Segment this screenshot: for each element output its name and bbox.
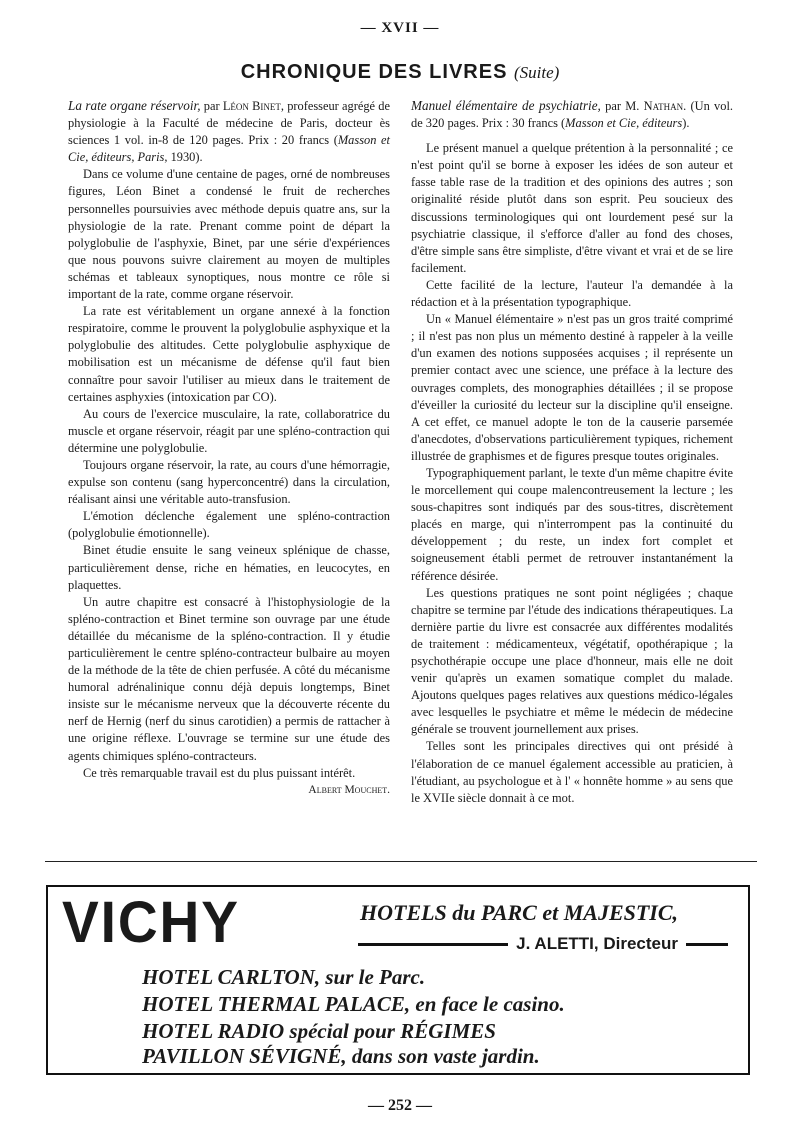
advertisement [46, 885, 750, 1075]
divider [45, 861, 757, 862]
paragraph: Le présent manuel a quelque prétention à la personnalité ; ce n'est point qu'il se borne à exposer les idées de son auteur et fasse table rase de la tradition et des opinions des autres ; son originalité réside plutôt dans son esprit. Peu soucieux des discussions terminologiques qui ont lourdement pesé sur la psychiatrie classique, il s'efforce d'aller au fond des choses, d'être simple sans être simpliste, d'être vivant et vrai et de se lire facilement. [411, 141, 733, 275]
left-publisher: Masson et Cie, éditeurs, Paris [68, 133, 390, 165]
paragraph: Au cours de l'exercice musculaire, la rate, collaboratrice du muscle et organe réservoir, réagit par une spléno-contraction qui détermine une polyglobulie. [68, 406, 390, 455]
ad-line-pavillon: PAVILLON SÉVIGNÉ, dans son vaste jardin. [142, 1044, 540, 1068]
right-author: M. Nathan [625, 99, 684, 113]
paragraph: Un autre chapitre est consacré à l'histophysiologie de la spléno-contraction et Binet termine son ouvrage par une étude détaillée du mécanisme de la spléno-contraction. Il y étudie particulièrement le centre spléno-contracteur bulbaire au moyen de la méthode de la tête de chien perfusée. A côté du mécanisme humoral adrénalinique connu déjà depuis longtemps, Binet insiste sur le mécanisme nerveux que la découverte récente du nerf de Hernig (nerf du sinus carotidien) a permis de rattacher à une origine réflexe. L'ouvrage se termine sur une étude des agents chimiques spléno-contracteurs. [68, 594, 390, 763]
paragraph: L'émotion déclenche également une spléno-contraction (polyglobulie émotionnelle). [68, 509, 390, 541]
header-page-number: — XVII — [360, 20, 440, 36]
ad-brand: VICHY [62, 890, 240, 955]
ad-line-carlton: HOTEL CARLTON, sur le Parc. [142, 965, 426, 989]
ad-director-line [358, 934, 728, 954]
right-book-title: Manuel élémentaire de psychiatrie, [411, 98, 601, 113]
left-review-header: La rate organe réservoir, par Léon Binet, professeur agrégé de physiologie à la Faculté de médecine de Paris, docteur ès sciences 1 vol. in-8 de 120 pages. Prix : 20 francs (Masson et Cie, éditeurs, Paris, 1930). [68, 98, 390, 165]
paragraph: Les questions pratiques ne sont point négligées ; chaque chapitre se termine par l'étude des indications thérapeutiques. La dernière partie du livre est consacrée aux différentes modalités de traitement : médicamenteux, végétatif, opothérapique ; la psychothérapie occupe une place d'honneur, mais elle ne doit venir qu'après un examen somatique complet du malade. Ajoutons quelques pages relatives aux questions médico-légales avec lesquelles le psychiatre et même le médecin de médecine générale se trouvent journellement aux prises. [411, 585, 733, 737]
section-title-suite: (Suite) [513, 63, 560, 82]
right-publisher: Masson et Cie, éditeurs [565, 116, 683, 131]
section-title-text: CHRONIQUE DES LIVRES [240, 61, 508, 83]
ad-rule-right [686, 943, 728, 946]
paragraph: Typographiquement parlant, le texte d'un même chapitre évite le morcellement qui coupe malencontreusement la lecture ; les sous-chapitres sont indiqués par des sous-titres, discrètement placés en marge, qui n'interrompent pas la continuité du développement ; du reste, un index fort complet et soigneusement établi permet de retrouver instantanément la référence désirée. [411, 465, 733, 583]
ad-rule-left [358, 943, 508, 946]
paragraph: Cette facilité de la lecture, l'auteur l'a demandée à la rédaction et à la présentation typographique. [411, 277, 733, 310]
right-review-header: Manuel élémentaire de psychiatrie, par M. Nathan. (Un vol. de 320 pages. Prix : 30 francs (Masson et Cie, éditeurs). [411, 98, 733, 131]
paragraph: Toujours organe réservoir, la rate, au cours d'une hémorragie, expulse son contenu (sang hyperconcentré) dans la circulation, réalisant ainsi une véritable auto-transfusion. [68, 457, 390, 507]
ad-hotels: HOTELS du PARC et MAJESTIC, [360, 900, 679, 925]
right-review [411, 97, 733, 807]
paragraph: Binet étudie ensuite le sang veineux splénique de chasse, particulièrement dense, riche en hématies, en leucocytes, en plaquettes. [68, 543, 390, 592]
paragraph: Dans ce volume d'une centaine de pages, orné de nombreuses figures, Léon Binet a condensé le fruit de recherches personnelles poursuivies avec méthode depuis quatre ans, sur la physiologie de la rate. Prenant comme point de départ la polyglobulie de l'asphyxie, Binet, par une série d'expériences que nous pouvons suivre clairement au moyen de multiples schémas et tableaux synoptiques, nous montre ce rôle si important de la rate, comme organe réservoir. [68, 167, 390, 302]
paragraph: La rate est véritablement un organe annexé à la fonction respiratoire, comme le prouvent la polyglobulie asphyxique et la polyglobulie des altitudes. Cette polyglobulie asphyxique de mobilisation est un mécanisme de défense qu'il faut bien connaître pour savoir l'utiliser au mieux dans le traitement de certaines asphyxies (intoxication par CO). [68, 304, 390, 404]
signature: Albert Mouchet. [308, 783, 390, 796]
left-book-title: La rate organe réservoir, [68, 98, 201, 113]
left-review [68, 97, 390, 799]
ad-line-radio: HOTEL RADIO spécial pour RÉGIMES [142, 1019, 496, 1043]
ad-line-thermal: HOTEL THERMAL PALACE, en face le casino. [142, 992, 565, 1016]
section-title [0, 61, 800, 84]
left-author: Léon Binet [222, 99, 281, 113]
paragraph: Telles sont les principales directives qui ont présidé à l'élaboration de ce manuel également accessible au praticien, à l'étudiant, au psychologue et à l' « honnête homme » au sens que le XVIIe siècle donnait à ce mot. [411, 739, 733, 805]
footer-page-number: — 252 — [368, 1097, 432, 1114]
closing-paragraph: Ce très remarquable travail est du plus puissant intérêt. Albert Mouchet. [68, 765, 390, 782]
paragraph: Un « Manuel élémentaire » n'est pas un gros traité comprimé ; il n'est pas non plus un mémento destiné à rappeler à la veille d'un examen des notions supposées acquises ; il représente un premier contact avec une science, une préface à la lecture des ouvrages complets, des monographies détaillées ; il se propose d'éveiller la curiosité du lecteur sur la discipline qu'il enseigne. A cet effet, ce manuel adopte le ton de la causerie parsemée d'anecdotes, d'observations particulièrement typiques, richement illustrée de graphismes et de figures presque toutes originales. [411, 312, 733, 463]
ad-director: J. ALETTI, Directeur [516, 934, 678, 953]
